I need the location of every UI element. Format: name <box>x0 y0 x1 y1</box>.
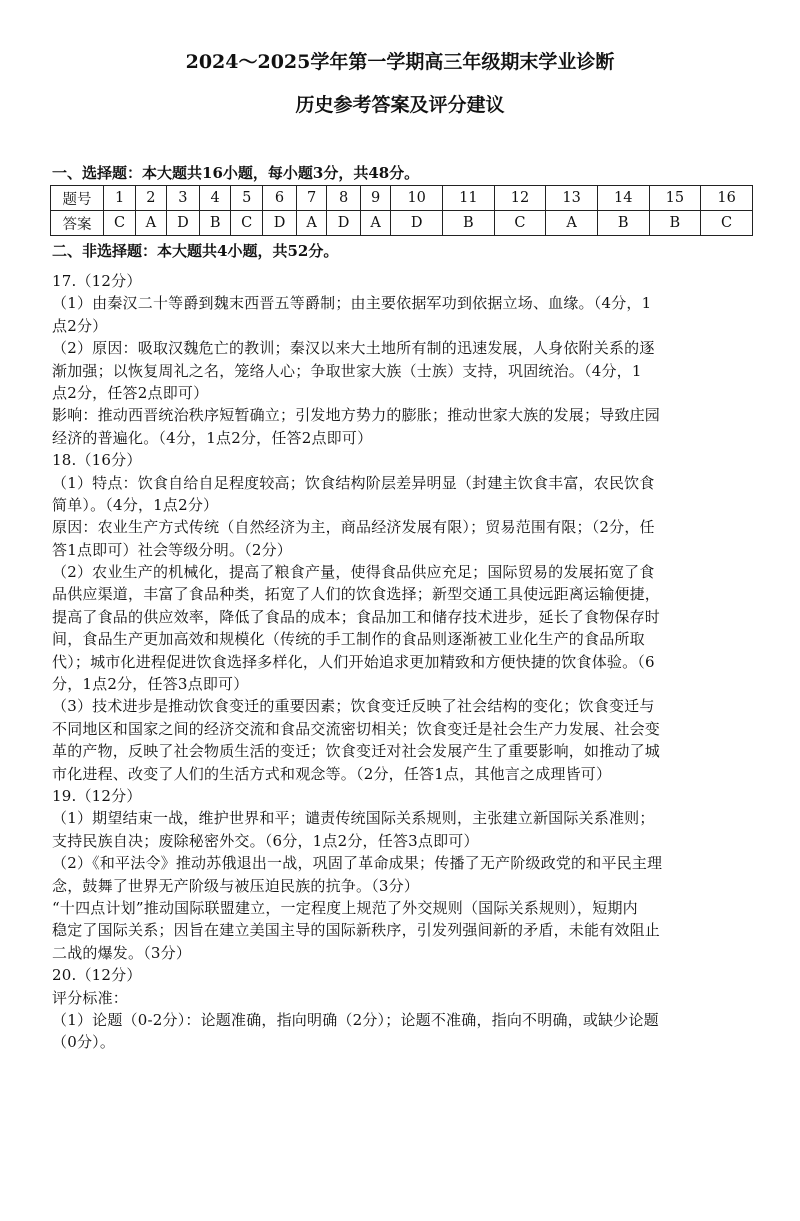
question-number-cell: 15 <box>649 186 701 211</box>
answer-cell: A <box>136 211 166 236</box>
text-line: 点2分，任答2点即可） <box>52 383 209 402</box>
text-line: 代）；城市化进程促进饮食选择多样化，人们开始追求更加精致和方便快捷的饮食体验。（6 <box>52 652 655 671</box>
row-header: 题号 <box>51 186 104 211</box>
question-number-cell: 6 <box>263 186 297 211</box>
answer-body <box>52 270 757 1054</box>
text-line: （3）技术进步是推动饮食变迁的重要因素；饮食变迁反映了社会结构的变化；饮食变迁与 <box>52 697 655 716</box>
answer-cell: B <box>597 211 649 236</box>
text-line: 影响：推动西晋统治秩序短暂确立；引发地方势力的膨胀；推动世家大族的发展；导致庄园 <box>52 406 661 425</box>
text-line: （2）《和平法令》推动苏俄退出一战，巩固了革命成果；传播了无产阶级政党的和平民主理 <box>52 854 663 873</box>
text-line: 分，1点2分，任答3点即可） <box>52 675 249 694</box>
text-line: 答1点即可）社会等级分明。（2分） <box>52 540 292 559</box>
question-number-cell: 11 <box>443 186 495 211</box>
answer-cell: C <box>701 211 753 236</box>
text-line: 念，鼓舞了世界无产阶级与被压迫民族的抗争。（3分） <box>52 876 420 895</box>
answer-cell: B <box>200 211 231 236</box>
document-subtitle: 历史参考答案及评分建议 <box>295 94 505 116</box>
text-line: 20.（12分） <box>52 966 142 985</box>
question-number-cell: 1 <box>104 186 136 211</box>
question-number-cell: 16 <box>701 186 753 211</box>
text-line: 原因：农业生产方式传统（自然经济为主，商品经济发展有限）；贸易范围有限；（2分，任 <box>52 518 655 537</box>
question-number-cell: 13 <box>546 186 598 211</box>
text-line: 18.（16分） <box>52 451 142 470</box>
text-line: 革的产物，反映了社会物质生活的变迁；饮食变迁对社会发展产生了重要影响，如推动了城 <box>52 742 661 761</box>
question-number-cell: 2 <box>136 186 166 211</box>
text-line: 经济的普遍化。（4分，1点2分，任答2点即可） <box>52 428 373 447</box>
question-number-cell: 4 <box>200 186 231 211</box>
text-line: 简单）。（4分，1点2分） <box>52 495 219 514</box>
answer-cell: D <box>263 211 297 236</box>
answer-cell: D <box>166 211 200 236</box>
text-line: 不同地区和国家之间的经济交流和食品交流密切相关；饮食变迁是社会生产力发展、社会变 <box>52 719 661 738</box>
text-line: （2）原因：吸取汉魏危亡的教训；秦汉以来大土地所有制的迅速发展，人身依附关系的逐 <box>52 339 655 358</box>
text-line: 二战的爆发。（3分） <box>52 943 192 962</box>
answer-cell: B <box>649 211 701 236</box>
answer-cell: A <box>296 211 326 236</box>
text-line: （1）期望结束一战，维护世界和平；谴责传统国际关系规则，主张建立新国际关系准则； <box>52 809 655 828</box>
question-number-cell: 14 <box>597 186 649 211</box>
answer-cell: D <box>391 211 443 236</box>
question-number-cell: 3 <box>166 186 200 211</box>
text-line: （0分）。 <box>52 1033 116 1052</box>
answer-cell: B <box>443 211 495 236</box>
text-line: 渐加强；以恢复周礼之名，笼络人心；争取世家大族（士族）支持，巩固统治。（4分，1 <box>52 361 642 380</box>
text-line: 间，食品生产更加高效和规模化（传统的手工制作的食品则逐渐被工业化生产的食品所取 <box>52 630 645 649</box>
question-number-cell: 5 <box>231 186 263 211</box>
text-line: 支持民族自决；废除秘密外交。（6分，1点2分，任答3点即可） <box>52 831 479 850</box>
document-title: 2024～2025学年第一学期高三年级期末学业诊断 <box>185 51 615 73</box>
question-number-cell: 9 <box>360 186 390 211</box>
row-header: 答案 <box>51 211 104 236</box>
answer-cell: C <box>231 211 263 236</box>
section-non-choice-heading: 二、非选择题：本大题共4小题，共52分。 <box>52 242 339 260</box>
text-line: 点2分） <box>52 316 108 335</box>
text-line: 评分标准： <box>52 988 129 1007</box>
text-line: 品供应渠道，丰富了食品种类，拓宽了人们的饮食选择；新型交通工具使远距离运输便捷， <box>52 585 661 604</box>
text-line: （1）论题（0-2分）：论题准确，指向明确（2分）；论题不准确，指向不明确，或缺少论题 <box>52 1010 659 1029</box>
section-multiple-choice-heading: 一、选择题：本大题共16小题，每小题3分，共48分。 <box>52 164 420 182</box>
question-number-cell: 12 <box>494 186 546 211</box>
text-line: 17.（12分） <box>52 272 142 290</box>
question-number-row <box>51 186 753 211</box>
text-line: （1）特点：饮食自给自足程度较高；饮食结构阶层差异明显（封建主饮食丰富，农民饮食 <box>52 473 655 492</box>
answer-cell: A <box>546 211 598 236</box>
question-number-cell: 8 <box>327 186 361 211</box>
text-line: 提高了食品的供应效率，降低了食品的成本；食品加工和储存技术进步，延长了食物保存时 <box>52 607 661 626</box>
answer-cell: A <box>360 211 390 236</box>
text-line: “十四点计划”推动国际联盟建立，一定程度上规范了外交规则（国际关系规则），短期内 <box>52 898 638 917</box>
answer-table <box>50 185 753 236</box>
text-line: （2）农业生产的机械化，提高了粮食产量，使得食品供应充足；国际贸易的发展拓宽了食 <box>52 563 655 582</box>
question-number-cell: 7 <box>296 186 326 211</box>
answer-cell: D <box>327 211 361 236</box>
answer-cell: C <box>104 211 136 236</box>
text-line: 稳定了国际关系；因旨在建立美国主导的国际新秩序，引发列强间新的矛盾，未能有效阻止 <box>52 921 661 940</box>
text-line: 19.（12分） <box>52 786 142 805</box>
text-line: 市化进程、改变了人们的生活方式和观念等。（2分，任答1点，其他言之成理皆可） <box>52 764 612 783</box>
text-line: （1）由秦汉二十等爵到魏末西晋五等爵制；由主要依据军功到依据立场、血缘。（4分，1 <box>52 294 652 313</box>
answer-cell: C <box>494 211 546 236</box>
answer-row <box>51 211 753 236</box>
question-number-cell: 10 <box>391 186 443 211</box>
